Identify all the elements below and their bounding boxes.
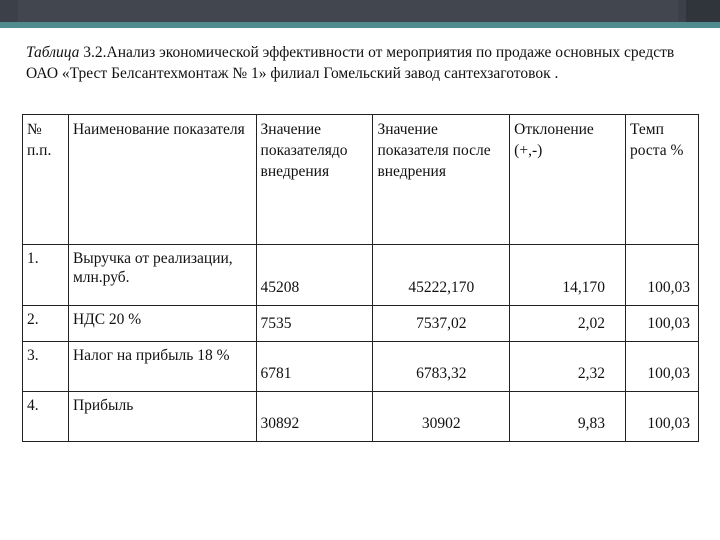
row-deviation: 9,83 (510, 392, 626, 442)
row-indicator-name: Прибыль (68, 392, 256, 442)
caption-label: Таблица (26, 44, 80, 61)
table-row (23, 342, 699, 392)
row-indicator-name: Выручка от реализации, млн.руб. (68, 245, 256, 306)
header-value-after: Значение показателя после внедрения (373, 115, 510, 245)
row-growth-rate: 100,03 (626, 245, 699, 306)
table-row (23, 245, 699, 306)
row-index: 2. (23, 306, 69, 342)
row-value-after: 30902 (373, 392, 510, 442)
table-header-row (23, 115, 699, 245)
row-value-before: 45208 (256, 245, 373, 306)
row-deviation: 2,32 (510, 342, 626, 392)
header-index: № п.п. (23, 115, 69, 245)
slide-top-bar-panel (18, 0, 678, 22)
row-index: 1. (23, 245, 69, 306)
row-value-before: 30892 (256, 392, 373, 442)
table-row (23, 392, 699, 442)
header-value-before: Значение показателядо внедрения (256, 115, 373, 245)
row-value-before: 7535 (256, 306, 373, 342)
caption-text: 3.2.Анализ экономической эффективности от мероприятия по продаже основных средств ОАО «Трест Белсантехмонтаж № 1» филиал Гомельский завод сантехзаготовок . (26, 44, 675, 82)
header-growth-rate: Темп роста % (626, 115, 699, 245)
header-deviation: Отклонение (+,-) (510, 115, 626, 245)
row-index: 3. (23, 342, 69, 392)
row-value-before: 6781 (256, 342, 373, 392)
table-row (23, 306, 699, 342)
header-indicator-name: Наименование показателя (68, 115, 256, 245)
table-caption (26, 42, 706, 84)
row-indicator-name: НДС 20 % (68, 306, 256, 342)
row-value-after: 45222,170 (373, 245, 510, 306)
row-index: 4. (23, 392, 69, 442)
row-indicator-name: Налог на прибыль 18 % (68, 342, 256, 392)
row-growth-rate: 100,03 (626, 306, 699, 342)
row-deviation: 14,170 (510, 245, 626, 306)
row-growth-rate: 100,03 (626, 392, 699, 442)
efficiency-table (22, 114, 699, 442)
slide-top-bar-corner (686, 0, 720, 22)
row-value-after: 7537,02 (373, 306, 510, 342)
slide-accent-stripe (0, 22, 720, 28)
row-value-after: 6783,32 (373, 342, 510, 392)
row-growth-rate: 100,03 (626, 342, 699, 392)
row-deviation: 2,02 (510, 306, 626, 342)
